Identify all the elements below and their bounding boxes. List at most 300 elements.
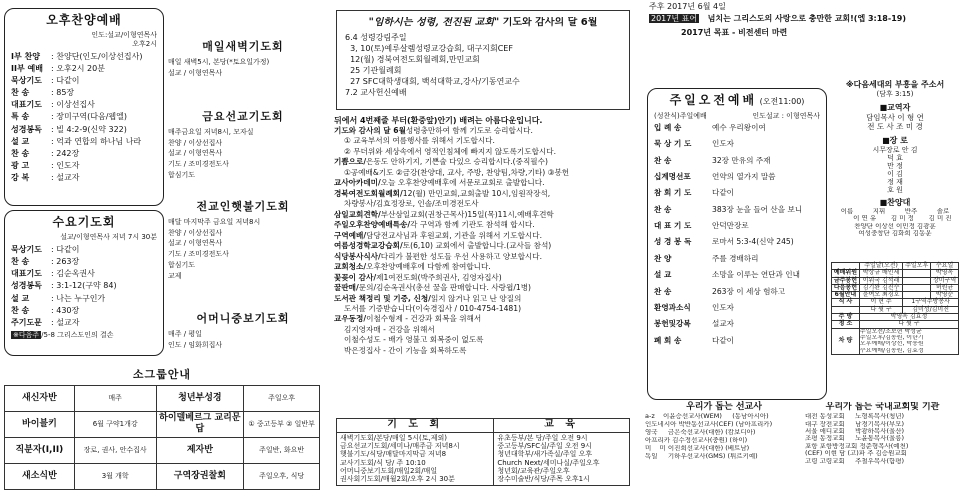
small-groups-section bbox=[4, 368, 320, 490]
small-group-cell: 매주 bbox=[74, 385, 156, 411]
wednesday-order-item bbox=[11, 245, 157, 255]
small-group-cell: 새신자반 bbox=[5, 385, 75, 411]
afternoon-order-item-label: 성경봉독 bbox=[11, 124, 42, 134]
meeting-line: 합심기도 bbox=[168, 170, 196, 179]
duty-head-cell: 수요일 bbox=[931, 263, 959, 270]
domestic-section bbox=[805, 402, 960, 465]
choir-name-line: 찬양단 이상선 이민정 김광훈 bbox=[854, 222, 936, 230]
motto-row bbox=[649, 14, 959, 24]
afternoon-order-item-label: 강 복 bbox=[11, 173, 30, 183]
afternoon-order-item bbox=[11, 64, 157, 74]
duty-cell: 식 사 bbox=[832, 299, 860, 306]
thanks-theme: "임하시는 성령, 전진된 교회" bbox=[368, 17, 500, 28]
morning-order-item-value: 주를 경배하리 bbox=[712, 253, 759, 263]
afternoon-order-list bbox=[11, 52, 157, 184]
elder-line: 만 정 bbox=[887, 161, 903, 170]
news-item bbox=[334, 199, 638, 209]
morning-order-item-value: 설교자 bbox=[712, 319, 735, 329]
news-item bbox=[334, 168, 638, 178]
duty-cell: 박영옥 bbox=[931, 270, 959, 277]
thanks-month: 기도와 감사의 달 6월 bbox=[502, 17, 598, 28]
choir-head-cell: 솔로 bbox=[936, 207, 950, 215]
news-item bbox=[334, 231, 638, 241]
duty-cell: 금주봉헌 bbox=[832, 277, 860, 284]
choir-head bbox=[831, 208, 959, 215]
morning-worship-leader: 인도설교 : 이형연목사 bbox=[752, 112, 820, 120]
next-gen-title: ※다음세대의 부흥을 주소서 bbox=[845, 80, 945, 89]
news-item-title: 꿀판매/ bbox=[334, 283, 359, 293]
mission-line: 영국 금은숙선교사(대한) (캄보디아) bbox=[645, 429, 756, 437]
morning-order-item-value: 안덕만장로 bbox=[712, 221, 749, 230]
duty-row bbox=[832, 270, 959, 277]
meeting-title: 어머니중보기도회 bbox=[196, 312, 290, 325]
table-line: 교사기도회/식 당/ 주 10:10 bbox=[340, 458, 426, 467]
morning-worship-box bbox=[647, 88, 827, 400]
duty-cell bbox=[903, 284, 931, 291]
morning-order-item-value: 383장 눈을 들어 산을 보니 bbox=[712, 204, 803, 214]
small-group-cell: 구역장권찰회 bbox=[156, 463, 244, 489]
afternoon-order-item-value: : 장미구역(다음/웹엘) bbox=[51, 112, 127, 122]
meeting-line: 매주 / 평일 bbox=[168, 329, 202, 338]
duty-cell bbox=[903, 270, 931, 277]
small-group-cell: 직분자(I,II) bbox=[5, 437, 75, 463]
meeting-line: 기도 / 조미경전도사 bbox=[168, 250, 229, 258]
mission-line: 미 미 이진희선교사(대한) (베트남) bbox=[645, 444, 750, 452]
motto-text: 넘치는 그리스도의 사랑으로 충만한 교회!(엡 3:18-19) bbox=[707, 14, 906, 23]
news-item bbox=[334, 335, 638, 345]
wednesday-order-item-value: : 다같이 bbox=[51, 244, 80, 254]
choir-head-cell: 반주 bbox=[904, 207, 918, 215]
news-item bbox=[334, 189, 638, 199]
news-item-text: 제1여전도회(박주희권사, 김영자집사) bbox=[376, 272, 502, 282]
news-item-text: 담당전교사님과 후원교회, 기관을 위해서 기도합시다. bbox=[366, 230, 542, 240]
afternoon-order-item-label: 광 고 bbox=[11, 161, 30, 171]
news-item-text: 읽지 않거나 읽고 난 양질의 bbox=[430, 293, 522, 303]
news-item-text: ① 교육부서의 여름행사를 위해서 기도합시다. bbox=[344, 136, 495, 146]
table-line: Church Next/세미나실/주일오후 bbox=[497, 458, 600, 467]
news-item-title: 도서관 책정리 및 기증, 신청/ bbox=[334, 293, 431, 303]
small-group-cell: 제자반 bbox=[156, 437, 244, 463]
morning-order-item bbox=[654, 303, 820, 312]
morning-order-item-value: 인도자 bbox=[712, 139, 735, 149]
wednesday-order-item bbox=[11, 257, 157, 267]
wednesday-order-item bbox=[11, 306, 157, 316]
small-group-row bbox=[5, 411, 320, 437]
duty-head-cell: 주일오후 bbox=[903, 263, 931, 270]
morning-order-item-label: 찬 송 bbox=[654, 286, 672, 296]
news-item-text: 부산삼일교회(권창근목사)15일(목)11시,예배후견학 bbox=[380, 209, 554, 219]
morning-order-item-label: 참 회 기 도 bbox=[654, 188, 692, 198]
morning-order-item-value: 예수 우리왕이여 bbox=[712, 122, 766, 132]
thanks-line: 27 SFC대학생대회, 백석대학교,강사/기동연교수 bbox=[345, 76, 520, 86]
news-item-text: 김지영자매 - 건강을 위해서 bbox=[344, 324, 435, 334]
news-item-title: 기도와 감사의 달 6월 bbox=[334, 126, 406, 135]
mission-line: 독일 기하우선교사(GMS) (튀르키예) bbox=[645, 452, 758, 460]
duty-cell: 6월안내 bbox=[832, 292, 860, 299]
elder-line: 덕 효 bbox=[887, 153, 903, 162]
duty-cell: 장미구역 bbox=[931, 277, 959, 284]
morning-order-item bbox=[654, 156, 820, 165]
news-item bbox=[334, 346, 638, 356]
small-group-cell: 장로, 권사, 안수집사 bbox=[74, 437, 156, 463]
wednesday-order-item bbox=[11, 269, 157, 279]
wednesday-order-item bbox=[11, 294, 157, 304]
morning-order-item-value: 언약의 열가지 말씀 bbox=[712, 171, 776, 181]
wednesday-order-item-value: : 나는 누구인가 bbox=[51, 293, 106, 303]
choir-row-cell: 김 미 정 bbox=[890, 215, 914, 223]
elder-line: 정 재 bbox=[887, 177, 903, 186]
small-groups-table bbox=[4, 385, 320, 490]
duty-cell: 차 량 bbox=[832, 328, 860, 354]
news-item bbox=[334, 262, 638, 272]
news-item-text: 오늘 오후찬양예배후에 서문로교회로 출발합니다. bbox=[380, 178, 545, 188]
news-item-text: 문의/김순옥권사(총선 꿀을 판매합니다. 사랑윕/1병) bbox=[358, 283, 532, 293]
small-group-cell: 바이블키 bbox=[5, 411, 75, 437]
motto-year: 2017년 표어 bbox=[651, 14, 698, 23]
meeting-line: 매일 새벽5시, 본당(*토요일가정) bbox=[168, 57, 270, 66]
next-week-tag: ※다음주 bbox=[13, 330, 40, 339]
news-item bbox=[334, 252, 638, 262]
thanks-line: 6.4 성령강림주일 bbox=[345, 32, 407, 42]
duty-cell: 다 윗 구 bbox=[859, 306, 902, 313]
afternoon-order-item-label: II부 예배 bbox=[11, 63, 43, 73]
afternoon-order-item-label: 대표기도 bbox=[11, 100, 42, 110]
news-item-text: 각 구역과 함께 기관도 참석해 합시다. bbox=[410, 220, 535, 230]
small-group-row bbox=[5, 385, 320, 411]
morning-order-item bbox=[654, 336, 820, 345]
morning-order-item-value: 다같이 bbox=[712, 188, 735, 198]
meeting-line: 찬양 / 이상선집사 bbox=[168, 228, 223, 237]
domestic-title: 우리가 돕는 국내교회및 기관 bbox=[825, 402, 940, 412]
morning-order-item bbox=[654, 237, 820, 246]
thanks-month-box bbox=[336, 10, 630, 110]
duty-cell: 윤여오 최경호 bbox=[859, 292, 902, 299]
meeting-line: 설교 / 이형연목사 bbox=[168, 239, 223, 248]
domestic-line: 대구 장전교회 남경기목사(부모) bbox=[805, 420, 905, 428]
afternoon-order-item bbox=[11, 112, 157, 122]
news-item-title: 경북여전도회월례회/ bbox=[334, 188, 403, 198]
meeting-block bbox=[168, 312, 318, 351]
morning-order-item bbox=[654, 139, 820, 148]
news-item-text: 차량봉사/김효정장로, 인솔/조미경전도사 bbox=[344, 199, 479, 209]
choir-row bbox=[831, 215, 959, 222]
morning-order-list bbox=[654, 123, 820, 345]
news-item-text: ①공예배&기도 ②금강(찬양대, 교사, 주방, 찬양팀,차량,기타) ③봉헌 bbox=[344, 167, 570, 177]
morning-order-item bbox=[654, 205, 820, 214]
mission-line: 인도네시아 박반동선교사(CEF) (남아프리카) bbox=[645, 421, 773, 429]
news-item-title: 교우동정/ bbox=[334, 314, 367, 324]
thanks-line: 7.2 교사헌신예배 bbox=[345, 87, 407, 97]
news-list bbox=[334, 126, 638, 356]
table-line: 청년대학부/새가족실/주일 오후 bbox=[497, 450, 593, 459]
morning-order-item bbox=[654, 319, 820, 328]
wednesday-prayer-leader: 설교/이형연목사 저녁 7시 30분 bbox=[60, 233, 157, 241]
morning-order-item bbox=[654, 172, 820, 181]
small-group-cell: ① 중고등부 ② 일반부 bbox=[244, 411, 320, 437]
duty-cell bbox=[903, 277, 931, 284]
small-group-row bbox=[5, 463, 320, 489]
table-line: 권사회기도회/매월2회/오후 2시 30분 bbox=[340, 475, 455, 484]
news-item bbox=[334, 220, 638, 230]
small-group-cell: 새소식반 bbox=[5, 463, 75, 489]
duty-cell: 박영옥 김효정 bbox=[859, 314, 958, 321]
afternoon-order-item-label: 설 교 bbox=[11, 136, 30, 146]
duty-row bbox=[832, 321, 959, 328]
news-item-title: 여름성경학교강습회/ bbox=[334, 241, 403, 251]
morning-worship-type: (성찬식)주일예배 bbox=[654, 112, 707, 120]
morning-order-item-label: 십계명선포 bbox=[654, 171, 691, 181]
morning-worship-info bbox=[654, 112, 820, 121]
afternoon-order-item-value: : 빌 4:2-9(신약 322) bbox=[51, 124, 127, 134]
next-generation-section bbox=[831, 80, 959, 238]
morning-order-item bbox=[654, 270, 820, 279]
duty-cell: 허원균 bbox=[931, 284, 959, 291]
afternoon-order-item-value: : 85장 bbox=[51, 88, 75, 98]
morning-order-item-label: 찬 송 bbox=[654, 155, 672, 165]
table-line: 청년회/교육관/주일오후 bbox=[497, 467, 570, 476]
news-item-text: 은동도 안하기지, 기쁜술 다있으 승리합시다.(중직필수) bbox=[366, 157, 548, 167]
duty-cell: 이 현 주 bbox=[859, 299, 902, 306]
meeting-title: 전교인햇불기도회 bbox=[196, 200, 290, 213]
thanks-line: 3, 10(토)예루살렘성령교강습회, 대구지회CEF bbox=[345, 43, 513, 53]
meeting-line: 매달 마지막주 금요일 저녁8시 bbox=[168, 217, 261, 226]
duty-head-cell: 주일날(오전) bbox=[859, 263, 902, 270]
morning-order-item-value: 인도자 bbox=[712, 302, 735, 312]
next-gen-verse: (담후 3:15) bbox=[876, 90, 914, 98]
meeting-block bbox=[168, 110, 318, 182]
news-item-text: 이철수형제 - 건강과 회복을 위해서 bbox=[366, 314, 482, 324]
thanks-line: 25 기관월례회 bbox=[345, 65, 402, 75]
morning-order-item-label: 폐 회 송 bbox=[654, 335, 682, 345]
morning-order-item-label: 성 경 봉 독 bbox=[654, 237, 692, 247]
car-line: 주일오후/김동원, 이한기 bbox=[859, 334, 924, 341]
thanks-month-title bbox=[345, 17, 621, 30]
news-item-text: 성령충만하여 함께 기도로 승리합시다. bbox=[405, 126, 533, 135]
duty-cell: 김미성/김미진 bbox=[903, 306, 959, 313]
small-group-cell: 하이델베르그 교리문답 bbox=[156, 411, 244, 437]
duty-cell: 다음봉헌 bbox=[832, 284, 860, 291]
meeting-line: 합심기도 bbox=[168, 260, 196, 269]
staff-title: ■교역자 bbox=[879, 102, 911, 112]
morning-order-item-label: 설 교 bbox=[654, 270, 672, 280]
morning-worship-time: (오전11:00) bbox=[759, 97, 805, 106]
afternoon-order-item-value: : 인도자 bbox=[51, 161, 80, 171]
news-item bbox=[334, 325, 638, 335]
afternoon-worship-leader: 인도:설교/이형연목사 bbox=[91, 31, 157, 39]
car-line: 주일오전/조보현 박성균 bbox=[859, 328, 922, 335]
staff-line: 전 도 사 조 미 경 bbox=[867, 122, 923, 132]
meeting-title: 매일새벽기도회 bbox=[202, 40, 284, 53]
news-item bbox=[334, 157, 638, 167]
afternoon-order-item-value: : 찬양단(인도/이상선집사) bbox=[51, 51, 143, 61]
morning-order-item-label: 찬 양 bbox=[654, 253, 672, 263]
small-group-cell: 주일오후 bbox=[244, 385, 320, 411]
meeting-line: 찬양 / 이상선집사 bbox=[168, 138, 223, 147]
thanks-line: 12(월) 경북여전도회월례회,만민교회 bbox=[345, 54, 480, 64]
domestic-line: (CEF) 이현 담 (고)파 주 김승원교회 bbox=[805, 450, 907, 458]
domestic-line: 포항 포항방정교회 정준형목사(예천) bbox=[805, 442, 909, 450]
duty-row bbox=[832, 328, 959, 354]
wednesday-order-item-label: 설 교 bbox=[11, 293, 30, 303]
missions-section bbox=[645, 402, 803, 461]
choir-title: ■찬양대 bbox=[879, 197, 911, 207]
elders-list bbox=[831, 146, 959, 194]
news-item bbox=[334, 283, 638, 293]
small-group-cell: 주일오후, 식당 bbox=[244, 463, 320, 489]
domestic-line: 고령 고령교회 주철우목사(함평) bbox=[805, 457, 905, 465]
missions-title: 우리가 돕는 선교사 bbox=[686, 402, 762, 412]
news-item bbox=[334, 304, 638, 314]
wednesday-order-item-value: : 3:1-12(구약 84) bbox=[51, 281, 117, 291]
elders-title: ■장 로 bbox=[882, 135, 908, 145]
duty-cell: 1구역주방봉사 bbox=[903, 299, 959, 306]
morning-order-item-label: 봉헌및강복 bbox=[654, 319, 691, 329]
morning-order-item-value: 263장 이 세상 험하고 bbox=[712, 286, 786, 296]
duty-cell: 예배위원 bbox=[832, 270, 860, 277]
table-line: 유초등부/본 당/주일 오전 9시 bbox=[497, 433, 588, 442]
afternoon-order-item-value: : 242장 bbox=[51, 149, 80, 158]
duty-cell: 박영순 bbox=[931, 292, 959, 299]
afternoon-order-item-value: : 억과 연합의 하나님 나라 bbox=[51, 136, 142, 146]
afternoon-order-item bbox=[11, 161, 157, 171]
afternoon-order-item-value: : 오후2시 20분 bbox=[51, 63, 105, 73]
small-groups-title: 소그룹안내 bbox=[132, 368, 192, 381]
wednesday-order-item bbox=[11, 318, 157, 328]
table-line: 새벽기도회/본당/매일 5시(토,제외) bbox=[340, 433, 447, 442]
wednesday-order-item-value: : 430장 bbox=[51, 305, 80, 315]
news-item bbox=[334, 294, 638, 304]
afternoon-order-item-label: 특 송 bbox=[11, 112, 30, 122]
afternoon-order-item-value: : 다같이 bbox=[51, 75, 80, 85]
news-item-title: 주일오후찬양예배특송/ bbox=[334, 220, 411, 230]
duty-cell: 박상규 배인세 bbox=[859, 270, 902, 277]
afternoon-order-item bbox=[11, 76, 157, 86]
news-item bbox=[334, 314, 638, 324]
news-item bbox=[334, 126, 638, 136]
elder-line: 이 김 bbox=[887, 169, 903, 178]
domestic-list bbox=[805, 413, 960, 465]
education-cell bbox=[494, 432, 630, 485]
news-item-text: ② 무더위와 세상속에서 영적인침체에 빠지지 않도록기도합시다. bbox=[344, 146, 557, 156]
afternoon-order-item-label: 찬 송 bbox=[11, 149, 30, 158]
car-line: 수요예배/김동원, 김효정 bbox=[859, 347, 924, 354]
morning-order-item-value: 소망을 이루는 연단과 인내 bbox=[712, 270, 800, 280]
news-item-title: 식당봉사식사/ bbox=[334, 251, 381, 261]
afternoon-order-item-label: 묵상기도 bbox=[11, 75, 42, 85]
staff-line: 담임목사 이 형 연 bbox=[866, 112, 924, 122]
table-head-prayer: 기 도 회 bbox=[337, 419, 494, 433]
morning-order-item-label: 환영과소식 bbox=[654, 302, 691, 312]
meeting-block bbox=[168, 40, 318, 79]
afternoon-order-item-value: : 설교자 bbox=[51, 173, 80, 183]
meeting-line: 인도 / 임화희집사 bbox=[168, 340, 223, 349]
duty-table bbox=[831, 262, 959, 355]
morning-order-item-value: 로마서 5:3-4(신약 245) bbox=[712, 237, 794, 247]
morning-order-item bbox=[654, 254, 820, 263]
table-head-education: 교 육 bbox=[494, 419, 630, 433]
bulletin-date: 주후 2017년 6월 4일 bbox=[649, 2, 726, 11]
news-item bbox=[334, 273, 638, 283]
column-right bbox=[645, 0, 960, 492]
wednesday-order-item-label: 찬 송 bbox=[11, 256, 30, 266]
wednesday-order-item-label: 묵상기도 bbox=[11, 244, 42, 254]
table-line: 장수미술반/식당/주목 오후1시 bbox=[497, 475, 590, 484]
afternoon-order-item bbox=[11, 137, 157, 147]
wednesday-order-item-label: 찬 송 bbox=[11, 305, 30, 315]
missions-list bbox=[645, 413, 803, 461]
elder-line: 시무장로 안 김 bbox=[872, 145, 918, 154]
news-item-title: 삼일교회견학/ bbox=[334, 209, 381, 219]
domestic-line: 조평 동정교회 노윤통목사(울릉) bbox=[805, 435, 905, 443]
thanks-schedule bbox=[345, 33, 621, 98]
morning-order-item bbox=[654, 221, 820, 230]
staff-list bbox=[831, 113, 959, 132]
morning-order-item-label: 찬 송 bbox=[654, 204, 672, 214]
domestic-line: 대전 동성교회 노형록목사(청년) bbox=[805, 413, 905, 421]
news-section bbox=[334, 116, 638, 356]
afternoon-order-item-value: : 이상선집사 bbox=[51, 100, 95, 110]
news-item-title: 기쁨으로/ bbox=[334, 157, 367, 167]
wednesday-order-list bbox=[11, 245, 157, 328]
morning-order-item-label: 묵 상 기 도 bbox=[654, 139, 692, 149]
morning-order-item-label: 대 표 기 도 bbox=[654, 221, 692, 230]
morning-order-item-label: 입 례 송 bbox=[654, 122, 682, 132]
choir-row-cell: 김 미 진 bbox=[928, 215, 952, 223]
news-item-text: 박은정집사 - 간이 기능을 회복하도록 bbox=[344, 345, 467, 355]
column-left bbox=[0, 0, 320, 492]
table-line: 금요선교기도회/세미나/매주금 저녁8시 bbox=[340, 441, 460, 450]
afternoon-order-item-label: I부 찬양 bbox=[11, 51, 40, 61]
meetings-education-table bbox=[336, 418, 630, 486]
news-item bbox=[334, 178, 638, 188]
morning-worship-title: 주일오전예배 bbox=[669, 93, 758, 107]
meeting-line: 교제 bbox=[168, 271, 182, 280]
news-item-text: 도서를 기증받습니다(이숙경집사 / 010-4754-1481) bbox=[344, 303, 522, 313]
wednesday-next-note bbox=[11, 331, 157, 340]
news-item-text: 오후찬양예배후에 다함께 참여합니다. bbox=[366, 262, 491, 272]
news-item-text: 토(6,10) 교회에서 출발합니다.(교사들 참석) bbox=[402, 241, 552, 251]
news-item-title: 꽃꽂이 감사/ bbox=[334, 272, 377, 282]
meeting-title: 금요선교기도회 bbox=[202, 110, 284, 123]
wednesday-order-item-value: : 263장 bbox=[51, 256, 80, 266]
table-line: 어머니중보기도회/매일2회/매일 bbox=[340, 467, 438, 476]
news-intro: 뒤에서 4번째줄 부터(환중앞)안기) 배려는 아름다운입니다. bbox=[334, 116, 543, 125]
table-line: 중고등부/SFC실/주일 오전 9시 bbox=[497, 441, 592, 450]
news-item-text: 이철수성도 - 배가 영불고 회복중이 없도록 bbox=[344, 335, 484, 345]
wednesday-prayer-title: 수요기도회 bbox=[52, 215, 116, 229]
wednesday-order-item-label: 주기도문 bbox=[11, 317, 42, 327]
choir-name-line: 여성중창단 김화희 김동운 bbox=[858, 230, 932, 238]
duty-cell: 이위국 김석래 bbox=[859, 277, 902, 284]
news-item bbox=[334, 241, 638, 251]
morning-order-item-value: 32장 만유의 주재 bbox=[712, 155, 771, 165]
news-item bbox=[334, 147, 638, 157]
choir-row-cell: 이 연 유 bbox=[853, 215, 877, 223]
column-middle bbox=[328, 0, 638, 492]
meeting-line: 매주금요일 저녁8시, 모자실 bbox=[168, 127, 254, 136]
afternoon-order-item bbox=[11, 52, 157, 62]
afternoon-order-item bbox=[11, 100, 157, 110]
afternoon-worship-box bbox=[4, 8, 164, 206]
small-group-cell: 6월 구약1개강 bbox=[74, 411, 156, 437]
table-line: 햇불기도/식당/매달마지막금 저녁8 bbox=[340, 450, 447, 459]
vision-text: 2017년 목표 - 비전센터 마련 bbox=[681, 28, 788, 37]
afternoon-worship-title: 오후찬양예배 bbox=[46, 13, 122, 27]
morning-order-item-value: 다같이 bbox=[712, 335, 735, 345]
choir-head-cell: 지휘 bbox=[872, 207, 886, 215]
afternoon-order-item bbox=[11, 125, 157, 135]
afternoon-order-item-label: 찬 송 bbox=[11, 88, 30, 98]
